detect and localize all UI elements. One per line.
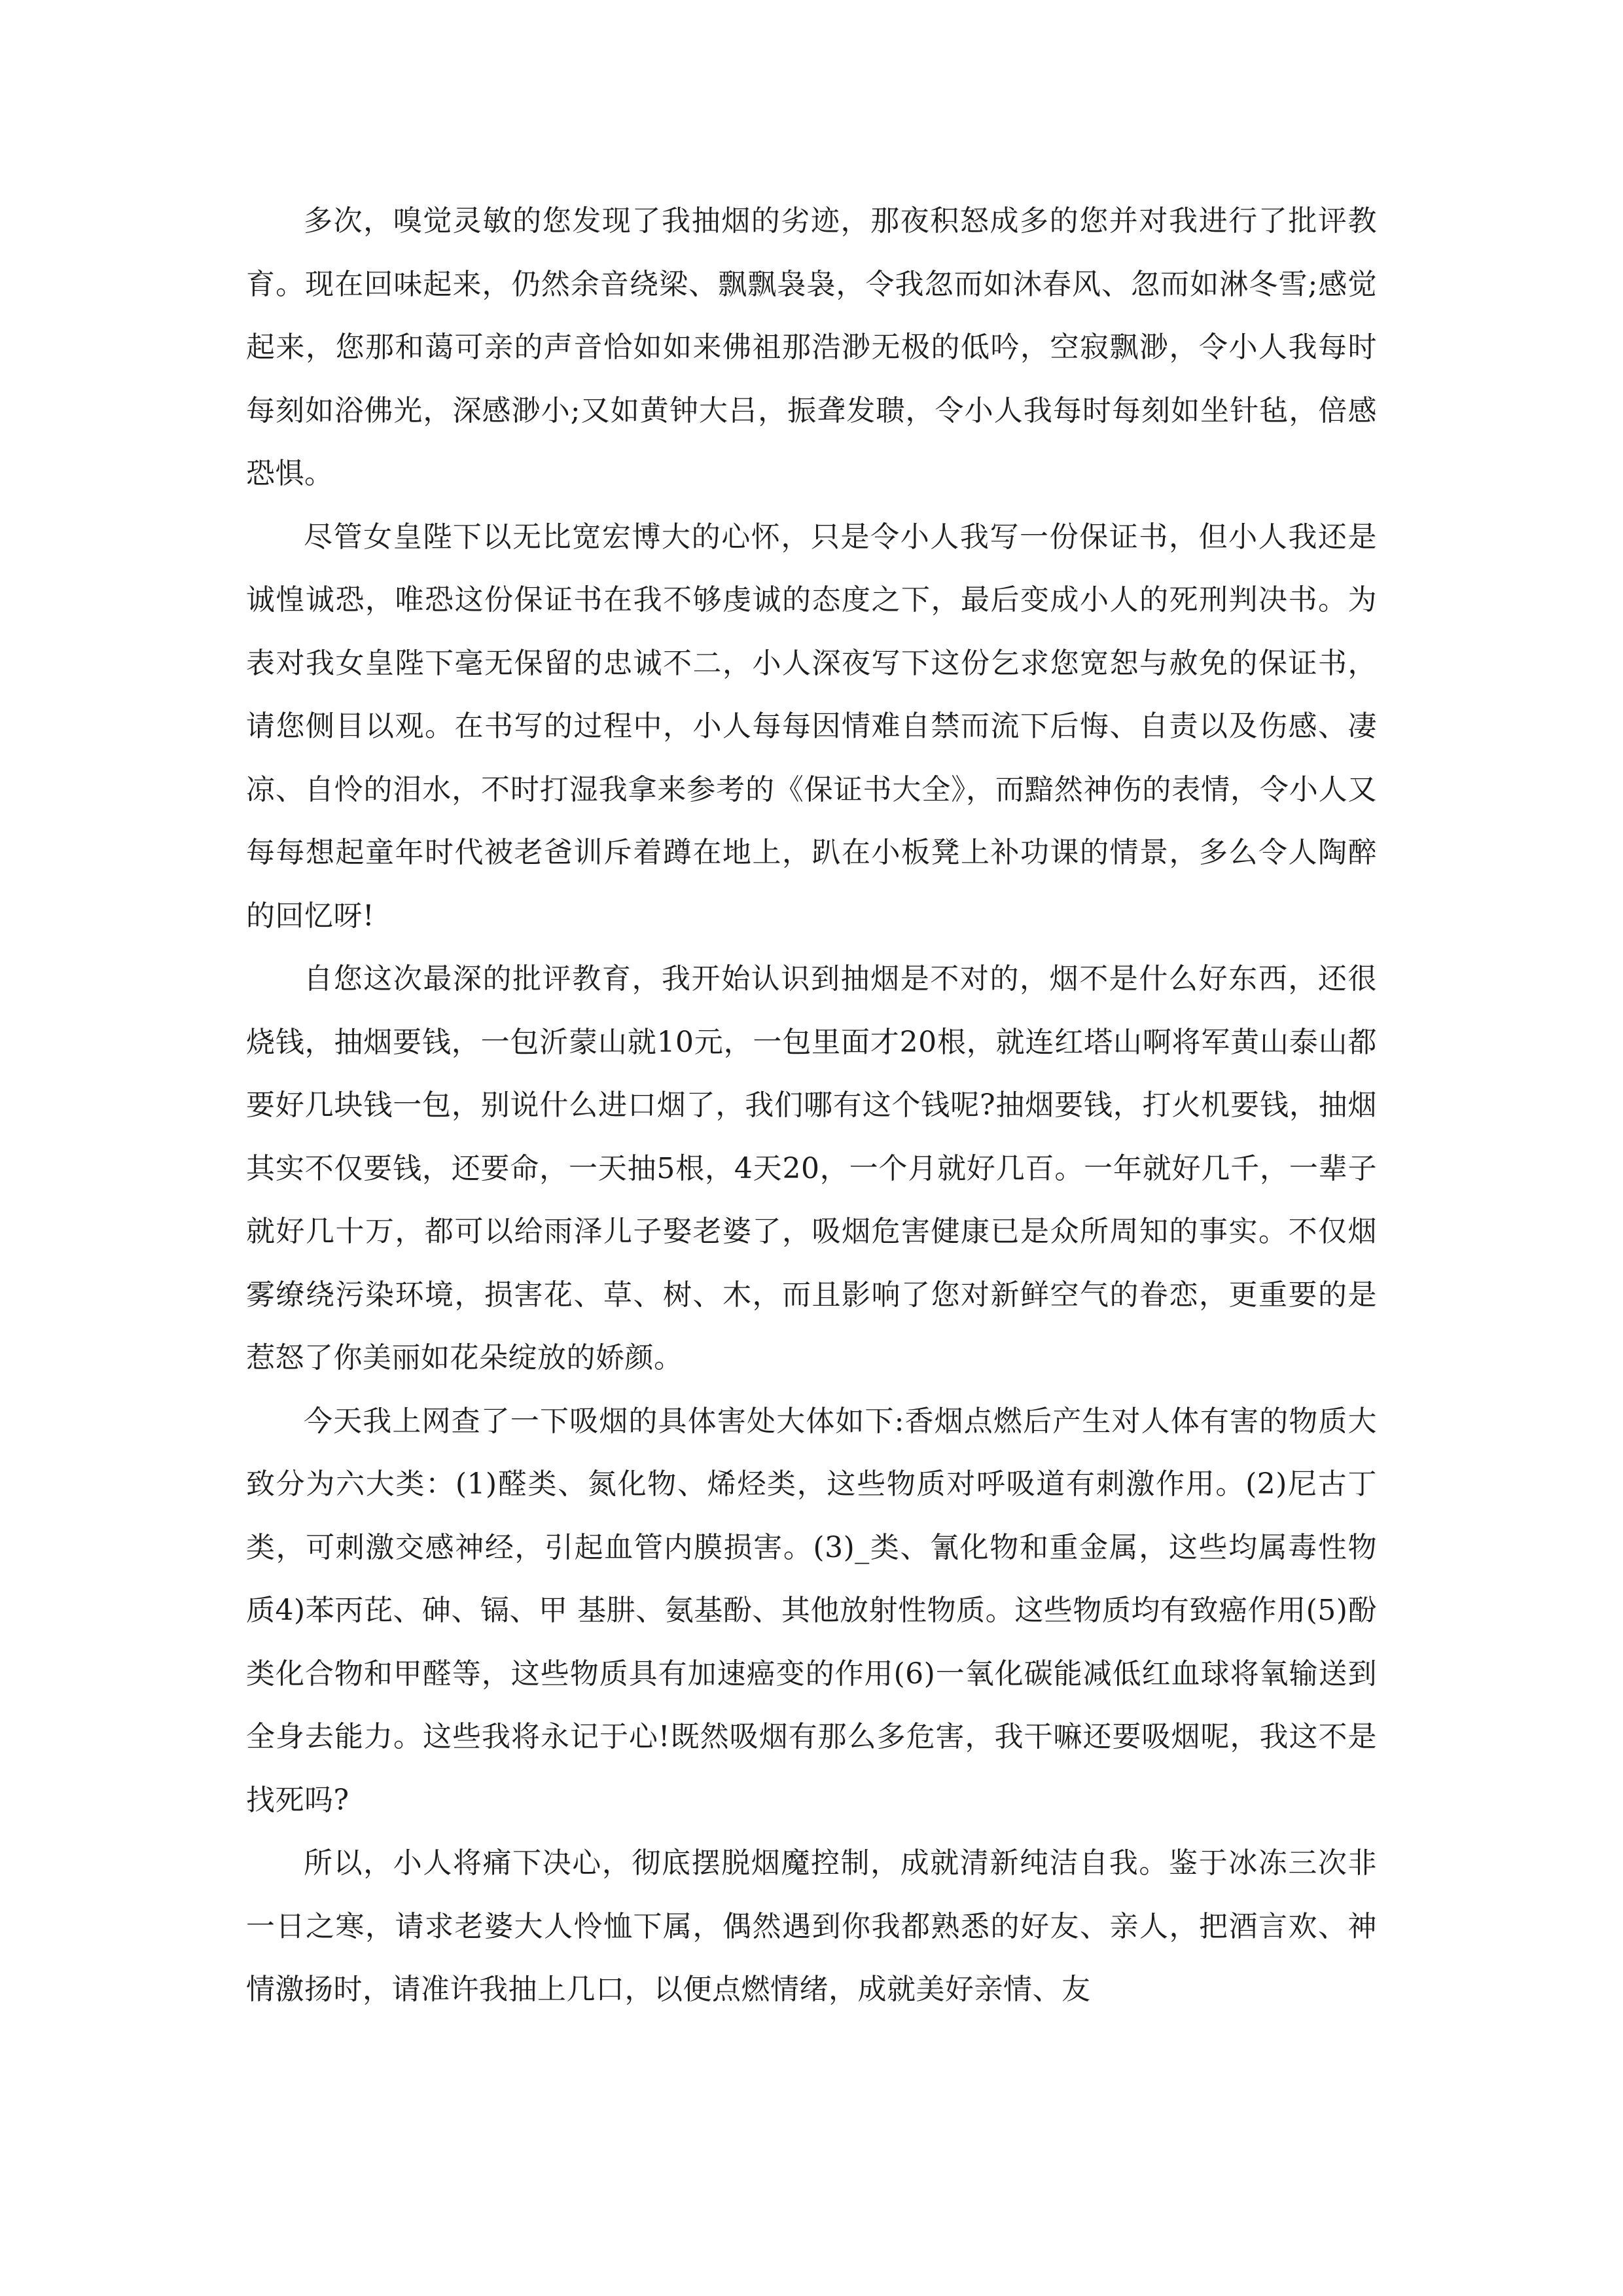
paragraph-1: 多次，嗅觉灵敏的您发现了我抽烟的劣迹，那夜积怒成多的您并对我进行了批评教育。现在回味起来，仍然余音绕梁、飘飘袅袅，令我忽而如沐春风、忽而如淋冬雪;感觉起来，您那和蔼可亲的声音恰如如来佛祖那浩渺无极的低吟，空寂飘渺，令小人我每时每刻如浴佛光，深感渺小;又如黄钟大吕，振聋发聩，令小人我每时每刻如坐针毡，倍感恐惧。	[246, 204, 1377, 490]
paragraph-4: 今天我上网查了一下吸烟的具体害处大体如下:香烟点燃后产生对人体有害的物质大致分为六大类：(1)醛类、氮化物、烯烃类，这些物质对呼吸道有刺激作用。(2)尼古丁类，可刺激交感神经，引起血管内膜损害。(3)_类、氰化物和重金属，这些均属毒性物质4)苯丙芘、砷、镉、甲 基肼、氨基酚、其他放射性物质。这些物质均有致癌作用(5)酚类化合物和甲醛等，这些物质具有加速癌变的作用(6)一氧化碳能减低红血球将氧输送到全身去能力。这些我将永记于心!既然吸烟有那么多危害，我干嘛还要吸烟呢，我这不是找死吗?	[246, 1404, 1377, 1817]
paragraph-2: 尽管女皇陛下以无比宽宏博大的心怀，只是令小人我写一份保证书，但小人我还是诚惶诚恐，唯恐这份保证书在我不够虔诚的态度之下，最后变成小人的死刑判决书。为表对我女皇陛下毫无保留的忠诚不二，小人深夜写下这份乞求您宽恕与赦免的保证书，请您侧目以观。在书写的过程中，小人每每因情难自禁而流下后悔、自责以及伤感、凄凉、自怜的泪水，不时打湿我拿来参考的《保证书大全》，而黯然神伤的表情，令小人又每每想起童年时代被老爸训斥着蹲在地上，趴在小板凳上补功课的情景，多么令人陶醉的回忆呀!	[246, 520, 1377, 933]
document-body	[246, 190, 1377, 2022]
paragraph-3: 自您这次最深的批评教育，我开始认识到抽烟是不对的，烟不是什么好东西，还很烧钱，抽烟要钱，一包沂蒙山就10元，一包里面才20根，就连红塔山啊将军黄山泰山都要好几块钱一包，别说什么进口烟了，我们哪有这个钱呢?抽烟要钱，打火机要钱，抽烟其实不仅要钱，还要命，一天抽5根，4天20，一个月就好几百。一年就好几千，一辈子就好几十万，都可以给雨泽儿子娶老婆了，吸烟危害健康已是众所周知的事实。不仅烟雾缭绕污染环境，损害花、草、树、木，而且影响了您对新鲜空气的眷恋，更重要的是惹怒了你美丽如花朵绽放的娇颜。	[246, 962, 1377, 1374]
paragraph-5: 所以，小人将痛下决心，彻底摆脱烟魔控制，成就清新纯洁自我。鉴于冰冻三次非一日之寒，请求老婆大人怜恤下属，偶然遇到你我都熟悉的好友、亲人，把酒言欢、神情激扬时，请准许我抽上几口，以便点燃情绪，成就美好亲情、友	[246, 1846, 1377, 2006]
